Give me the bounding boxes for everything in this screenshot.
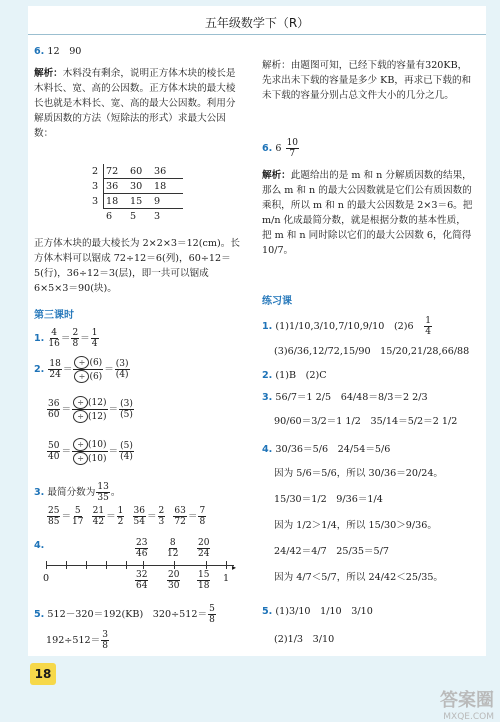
analysis-label: 解析： bbox=[34, 68, 63, 79]
r4-row-4: 因为 1/2＞1/4，所以 15/30＞9/36。 bbox=[274, 520, 437, 531]
r4-row-3: 15/30＝1/2 9/36＝1/4 bbox=[274, 494, 383, 505]
watermark: 答案圈 bbox=[440, 690, 494, 711]
r5-row-2: (2)1/3 3/10 bbox=[274, 634, 335, 645]
number-line: $\frac{23}{46}$ $\frac{8}{12}$ $\frac{20}{24}$ ▸ 0 1 $\frac{32}{64}$ $\frac{20}{30}$ $\frac{15}{18}$ bbox=[43, 538, 237, 591]
r1-row-3: (3)6/36,12/72,15/90 15/20,21/28,66/88 bbox=[274, 346, 470, 357]
page-number: 18 bbox=[30, 663, 56, 685]
page-header: 五年级数学下（R） bbox=[204, 16, 310, 30]
r3-row-2: 90/60＝3/2＝1 1/2 35/14＝5/2＝2 1/2 bbox=[274, 416, 458, 427]
answer-text: 12 90 bbox=[47, 46, 82, 57]
section-title-lesson3: 第三课时 bbox=[34, 310, 74, 321]
r4-row-5: 24/42＝4/7 25/35＝5/7 bbox=[274, 546, 389, 557]
r4-row-6: 因为 4/7＜5/7，所以 24/42＜25/35。 bbox=[274, 572, 444, 583]
q2-block: 2. $\frac{18}{24}$ ＝ $\frac{\div (6)}{\div (6)}$ ＝ $\frac{(3)}{(4)}$ bbox=[34, 358, 129, 382]
short-division: 2 72 60 36 3 36 30 18 3 18 15 9 6 5 3 bbox=[92, 164, 202, 234]
analysis-block-right: 解析：此题给出的是 m 和 n 分解质因数的结果，那么 m 和 n 的最大公因数就是它们公有质因数的乘积，所以 m 和 n 的最大公因数是 2×3＝6。把 m/n 化成最简分数，就是根据分数的基本性质，把 m 和 n 同时除以它们的最大公因数 6，化简得 10/7。 bbox=[262, 170, 473, 256]
analysis-text-right-top: 解析：由题图可知，已经下载的容量有320KB，先求出未下载的容量是多少 KB，再求已下载的和未下载的容量分别占总文件大小的几分之几。 bbox=[262, 60, 472, 101]
page-sheet bbox=[28, 6, 486, 656]
q1-row: 1. $\frac{4}{16}$ ＝ $\frac{2}{8}$ ＝ $\frac{1}{4}$ bbox=[34, 328, 98, 349]
q4-label: 4. bbox=[34, 540, 45, 551]
analysis-text: 木料没有剩余，说明正方体木块的棱长是木料长、宽、高的公因数。正方体木块的最大棱长也就是木料长、宽、高的最大公因数。利用分解质因数的方法（短除法的形式）求最大公因数： bbox=[34, 68, 236, 139]
r4-row-1: 4. 30/36＝5/6 24/54＝5/6 bbox=[262, 444, 391, 455]
q2-row-3: $\frac{50}{40}$ ＝ $\frac{\div (10)}{\div (10)}$ ＝ $\frac{(5)}{(4)}$ bbox=[48, 440, 133, 464]
q6-row: 6. 6 $\frac{10}{7}$ bbox=[262, 138, 299, 159]
question-number: 6. bbox=[34, 46, 45, 57]
r4-row-2: 因为 5/6＝5/6，所以 30/36＝20/24。 bbox=[274, 468, 444, 479]
analysis-conclusion: 正方体木块的最大棱长为 2×2×3＝12(cm)。长方体木料可以锯成 72÷12＝6(列)，60÷12＝5(行)，36÷12＝3(层)，即一共可以锯成 6×5×3＝90(块)。 bbox=[34, 238, 240, 294]
q5-row-2: 192÷512＝ $\frac{3}{8}$ bbox=[46, 630, 108, 651]
r1-row: 1. (1)1/10,3/10,7/10,9/10 (2)6 $\frac{1}{4}$ bbox=[262, 316, 431, 337]
q3-pairs: $\frac{25}{85}$ ＝ $\frac{5}{17}$ $\frac{21}{42}$ ＝ $\frac{1}{2}$ $\frac{36}{54}$ ＝ $\frac{2}{3}$ $\frac{63}{72}$ ＝ $\frac{7}{8}$ bbox=[48, 506, 206, 527]
r2-row: 2. (1)B (2)C bbox=[262, 370, 327, 381]
q3-row: 3. 最简分数为 $\frac{13}{35}$ 。 bbox=[34, 482, 121, 503]
r3-row-1: 3. 56/7＝1 2/5 64/48＝8/3＝2 2/3 bbox=[262, 392, 428, 403]
q5-row-1: 5. 512－320＝192(KB) 320÷512＝ $\frac{5}{8}$ bbox=[34, 604, 215, 625]
section-title-practice: 练习课 bbox=[262, 296, 292, 307]
watermark-url: MXQE.COM bbox=[443, 712, 494, 722]
q2-row-2: $\frac{36}{60}$ ＝ $\frac{\div (12)}{\div (12)}$ ＝ $\frac{(3)}{(5)}$ bbox=[48, 398, 133, 422]
header-divider bbox=[28, 34, 486, 35]
r5-row-1: 5. (1)3/10 1/10 3/10 bbox=[262, 606, 373, 617]
